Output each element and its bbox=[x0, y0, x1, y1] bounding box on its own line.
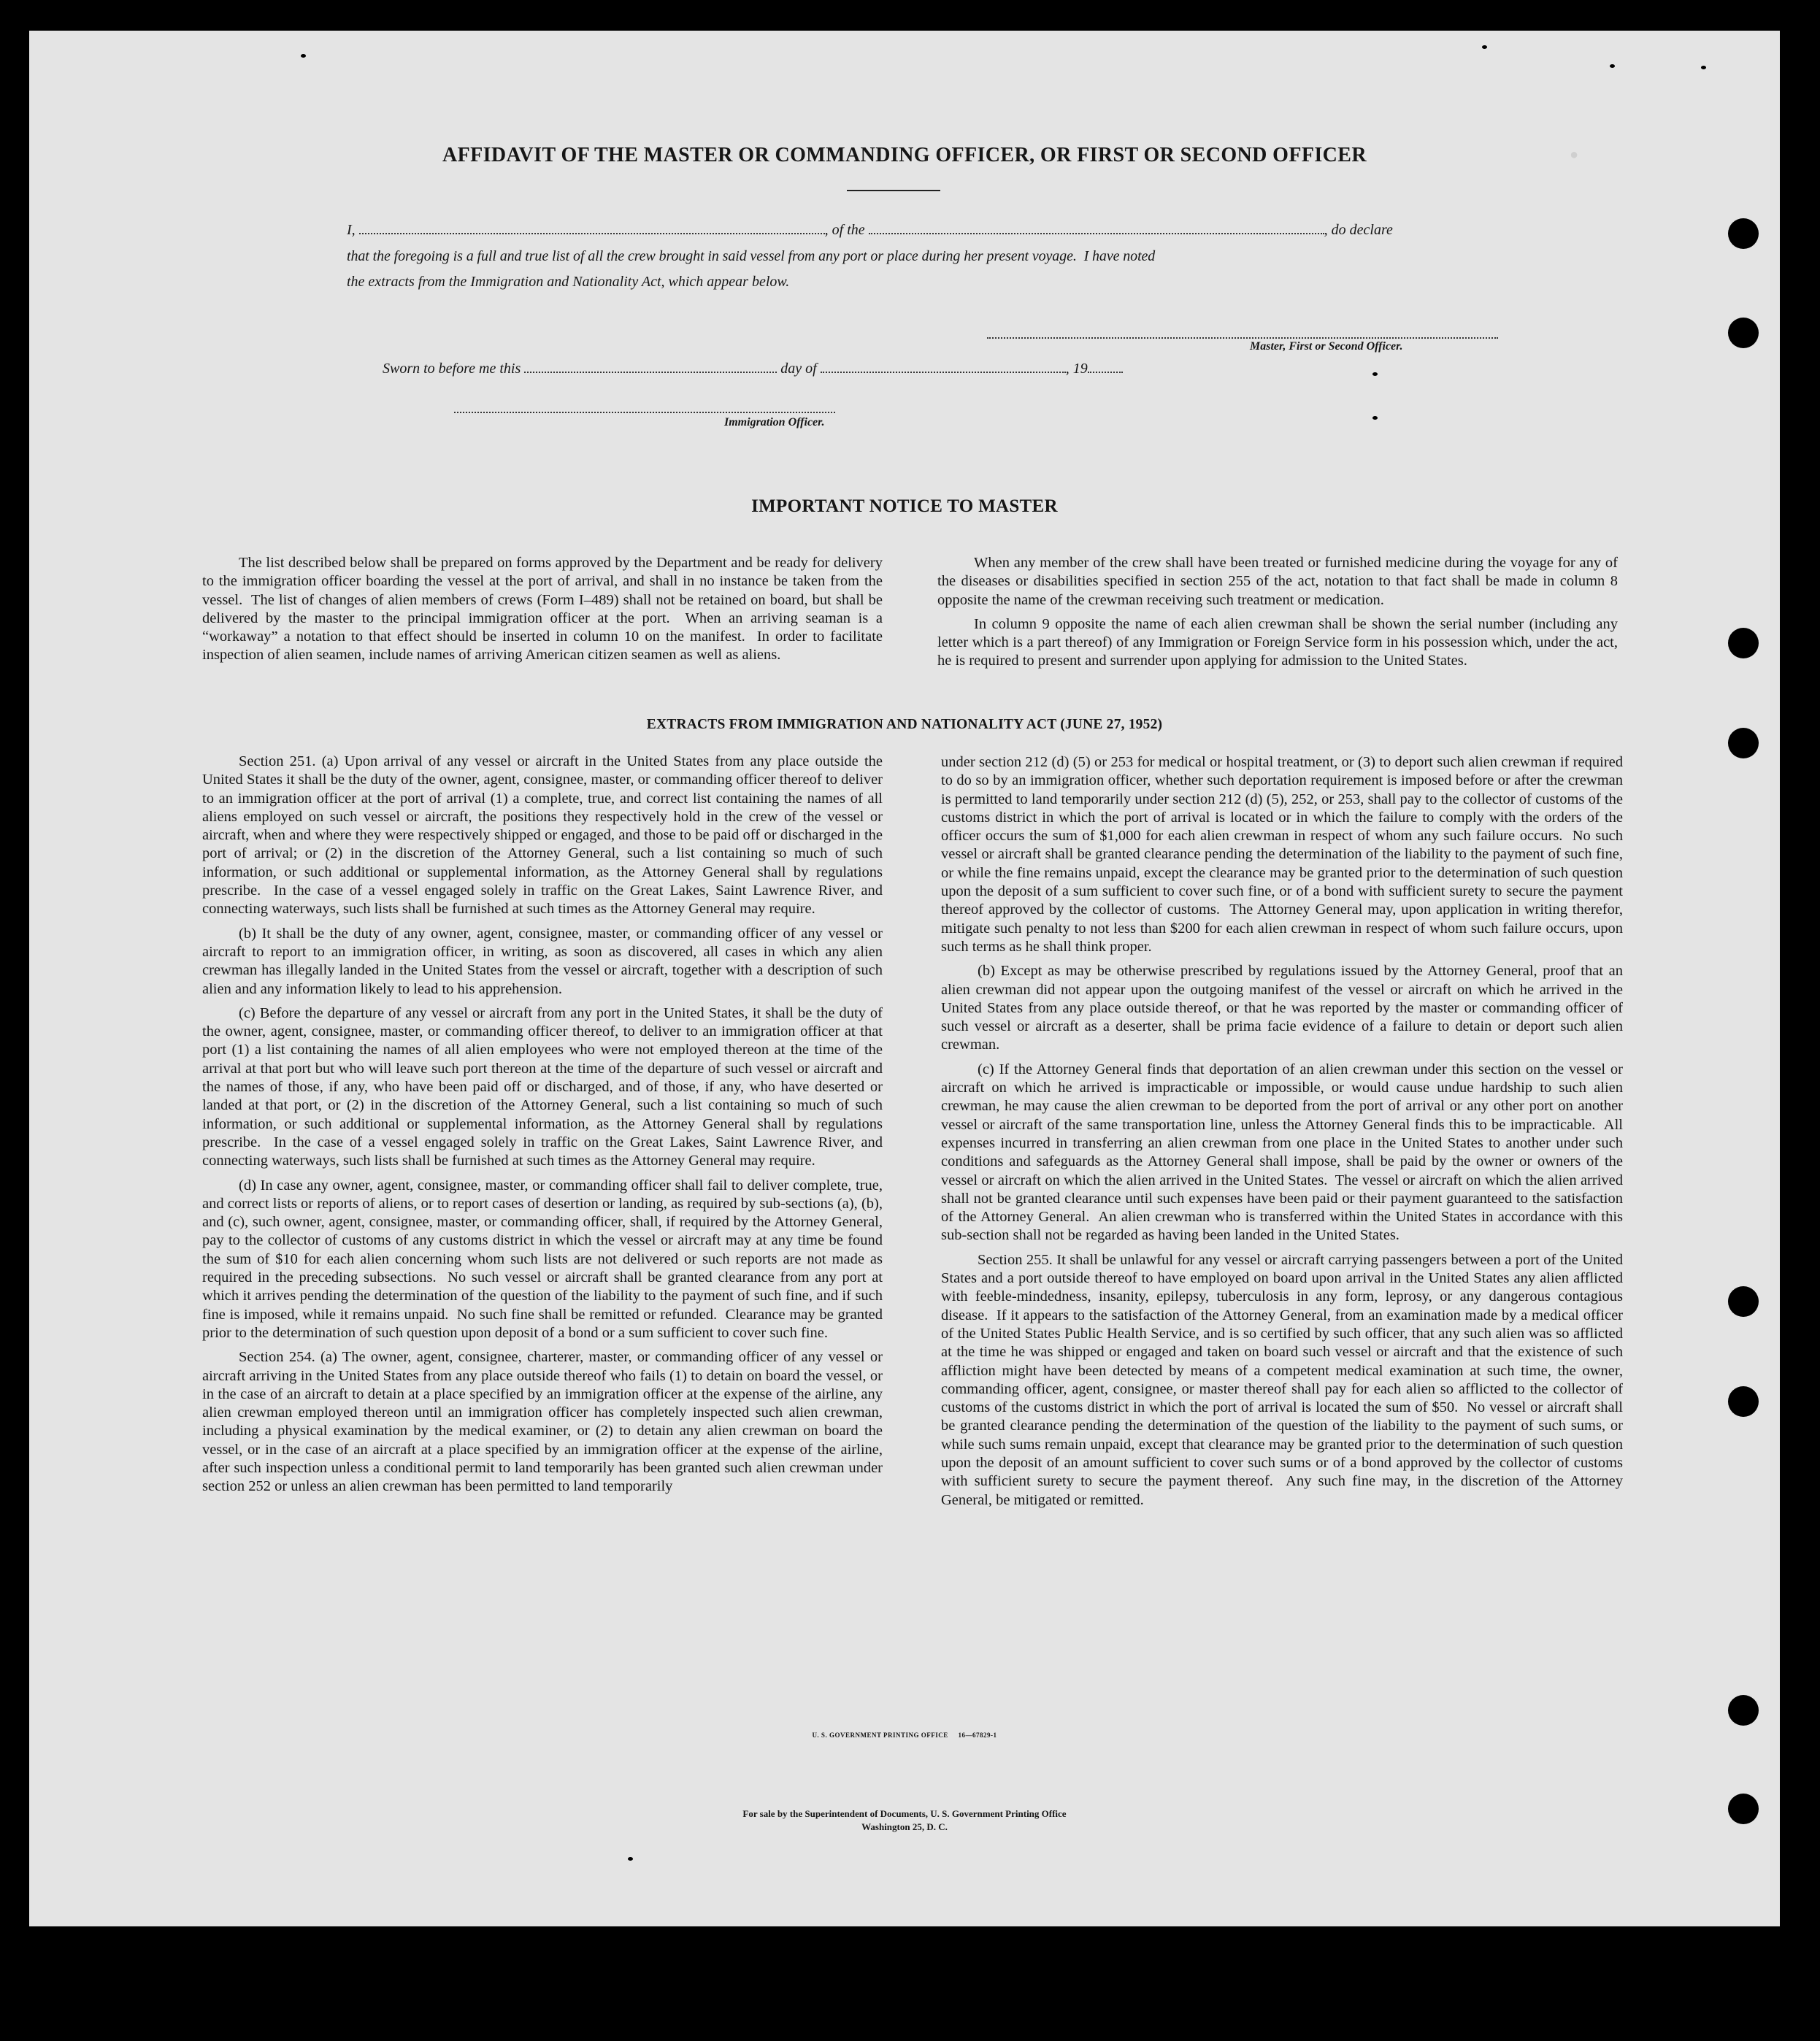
extracts-right-column bbox=[941, 753, 1627, 1515]
declaration-i: I, bbox=[347, 222, 356, 238]
section-254-a-continued: under section 212 (d) (5) or 253 for medical or hospital treatment, or (3) to deport such alien crewman if required to do so by an immigration officer, whether such deportation requirement is imposed before or after the crewman is permitted to land temporarily under section 212 (d) (5), 252, or 253, shall pay to the collector of customs of the customs district in which the port of arrival is located or in which the failure to comply with the orders of the officer occurs the sum of $1,000 for each alien crewman in respect of whom any such failure occurs. No such vessel or aircraft shall be granted clearance pending the determination of the liability to the payment of such fine, or while the fine remains unpaid, except the clearance may be granted prior to the determination of such question upon the deposit of a sum sufficient to cover such fine, or of a bond with sufficient surety to secure the payment thereof approved by the collector of customs. The Attorney General may, upon application in writing therefor, mitigate such penalty to not less than $200 for each alien crewman in respect of whom such failure occurs, upon such terms as he shall think proper. bbox=[941, 754, 1627, 955]
document-page bbox=[29, 31, 1780, 1926]
speck bbox=[628, 1857, 633, 1861]
notice-left-column bbox=[202, 554, 887, 671]
speck bbox=[1701, 66, 1706, 69]
master-signature-caption: Master, First or Second Officer. bbox=[1250, 340, 1403, 353]
section-251-d: (d) In case any owner, agent, consignee, master, or commanding officer shall fail to deliver complete, true, and correct lists or reports of aliens, or to report cases of desertion or landing, as required by sub-sections (a), (b), and (c), such owner, agent, consignee, master, or commanding officer, shall, if required by the Attorney General, pay to the collector of customs of any customs district in which the vessel or aircraft may at any time be found the sum of $10 for each alien concerning whom such lists are not delivered or such reports are not made as required in the preceding subsections. No such vessel or aircraft shall be granted clearance from any port at which it arrives pending the determination of the question of the liability to the payment of such fine, and if such fine is imposed, while it remains unpaid. No such fine shall be remitted or refunded. Clearance may be granted prior to the determination of such question upon deposit of a bond or a sum sufficient to cover such fine. bbox=[202, 1177, 887, 1341]
sworn-month-field[interactable] bbox=[821, 372, 1066, 373]
speck bbox=[1610, 64, 1615, 68]
title-underline bbox=[847, 190, 940, 191]
declaration-line-2: that the foregoing is a full and true list of all the crew brought in said vessel from any port or place during her present voyage. I have noted bbox=[347, 248, 1156, 264]
notice-title: IMPORTANT NOTICE TO MASTER bbox=[751, 496, 1058, 516]
section-254-b: (b) Except as may be otherwise prescribed by regulations issued by the Attorney General, proof that an alien crewman did not appear upon the outgoing manifest of the vessel or aircraft on which he arrived in the United States from any place outside thereof, or that he was reported by the master or commanding officer of such vessel or aircraft as a deserter, shall be prima facie evidence of a failure to detain or deport such alien crewman. bbox=[941, 963, 1627, 1053]
speck bbox=[1372, 416, 1378, 420]
speck bbox=[301, 54, 306, 58]
sworn-year-field[interactable] bbox=[1088, 372, 1123, 373]
sale-notice bbox=[29, 1807, 1780, 1834]
binder-hole bbox=[1728, 628, 1759, 658]
section-255: Section 255. It shall be unlawful for any vessel or aircraft carrying passengers between a port of the United States and a port outside thereof to have employed on board upon arrival in the United States any alien afflicted with feeble-mindedness, insanity, epilepsy, tuberculosis in any form, leprosy, or any dangerous contagious disease. If it appears to the satisfaction of the Attorney General, from an examination made by a medical officer of the United States Public Health Service, and is so certified by such officer, that any such alien was so afflicted at the time he was shipped or engaged and taken on board such vessel or aircraft and that the existence of such affliction might have been detected by means of a competent medical examination at such time, the owner, commanding officer, agent, consignee, or master thereof shall pay for each alien so afflicted to the collector of customs of the customs district in which the port of arrival is located the sum of $50. No vessel or aircraft shall be granted clearance pending the determination of the question of the liability to the payment of such sums, or while such sums remain unpaid, except that clearance may be granted prior to the determination of such question upon the deposit of an amount sufficient to cover such sums or of a bond approved by the collector of customs with sufficient surety to secure the payment thereof. Any such fine may, in the discretion of the Attorney General, be mitigated or remitted. bbox=[941, 1251, 1627, 1508]
binder-hole bbox=[1728, 1286, 1759, 1317]
section-254-a: Section 254. (a) The owner, agent, consignee, charterer, master, or commanding officer of any vessel or aircraft arriving in the United States from any place outside thereof who fails (1) to detain on board the vessel, or in the case of an aircraft to detain at a place specified by an immigration officer at the expense of the airline, any alien crewman employed thereon until an immigration officer has completely inspected such alien crewman, including a physical examination by the medical examiner, or (2) to detain any alien crewman on board the vessel, or in the case of an aircraft at a place specified by an immigration officer at the expense of the airline, after such inspection unless a conditional permit to land temporarily has been granted such alien crewman under section 252 or unless an alien crewman has been permitted to land temporarily bbox=[202, 1349, 887, 1495]
sale-line-2: Washington 25, D. C. bbox=[861, 1821, 948, 1832]
extracts-title: EXTRACTS FROM IMMIGRATION AND NATIONALITY ACT (JUNE 27, 1952) bbox=[646, 717, 1163, 732]
bleed-through-text: ● bbox=[1570, 147, 1579, 164]
notice-right-paragraph-2: In column 9 opposite the name of each alien crewman shall be shown the serial number (including any letter which is a part thereof) of any Immigration or Foreign Service form in his possession which, under the act, he is required to present and surrender upon applying for admission to the United States. bbox=[937, 615, 1622, 669]
master-signature-line[interactable] bbox=[987, 337, 1498, 339]
declaration-line-3: the extracts from the Immigration and Nationality Act, which appear below. bbox=[347, 274, 790, 290]
speck bbox=[1372, 372, 1378, 376]
sworn-line bbox=[383, 361, 1123, 377]
section-251-a: Section 251. (a) Upon arrival of any vessel or aircraft in the United States from any place outside the United States it shall be the duty of the owner, agent, consignee, master, or commanding officer thereof to deliver to an immigration officer at the port of arrival (1) a complete, true, and correct list containing the names of all aliens employed on such vessel or aircraft, the positions they respectively hold in the crew of the vessel or aircraft, when and where they were respectively shipped or engaged, and those to be paid off or discharged in the port of arrival; or (2) in the discretion of the Attorney General, such a list containing so much of such information, or such additional or supplemental information, as the Attorney General shall by regulations prescribe. In the case of a vessel engaged solely in traffic on the Great Lakes, Saint Lawrence River, and connecting waterways, such lists shall be furnished at such times as the Attorney General may require. bbox=[202, 753, 887, 918]
binder-hole bbox=[1728, 318, 1759, 348]
notice-right-paragraph-1: When any member of the crew shall have been treated or furnished medicine during the voyage for any of the diseases or disabilities specified in section 255 of the act, notation to that fact shall be made in column 8 opposite the name of the crewman receiving such treatment or medication. bbox=[937, 555, 1622, 608]
printing-office-line: U. S. GOVERNMENT PRINTING OFFICE 16—67829-1 bbox=[812, 1731, 997, 1739]
declaration-line-1 bbox=[347, 222, 1393, 239]
immigration-officer-signature-line[interactable] bbox=[454, 412, 835, 413]
master-name-field[interactable] bbox=[359, 233, 825, 234]
extracts-left-column bbox=[202, 753, 887, 1502]
year-label: , 19 bbox=[1065, 361, 1088, 377]
vessel-name-field[interactable] bbox=[869, 233, 1324, 234]
sale-line-1: For sale by the Superintendent of Documents, U. S. Government Printing Office bbox=[742, 1808, 1067, 1819]
binder-hole bbox=[1728, 1695, 1759, 1726]
binder-hole bbox=[1728, 218, 1759, 249]
declaration-of-the: , of the bbox=[824, 222, 865, 238]
notice-right-column bbox=[937, 554, 1622, 677]
day-of-label: day of bbox=[780, 361, 817, 377]
section-251-b: (b) It shall be the duty of any owner, agent, consignee, master, or commanding officer of any vessel or aircraft to report to an immigration officer, in writing, as soon as discovered, all cases in which any alien crewman has illegally landed in the United States from the vessel or aircraft, together with a description of such alien and any information likely to lead to his apprehension. bbox=[202, 925, 887, 997]
affidavit-title: AFFIDAVIT OF THE MASTER OR COMMANDING OFFICER, OR FIRST OR SECOND OFFICER bbox=[442, 144, 1367, 166]
section-254-c: (c) If the Attorney General finds that deportation of an alien crewman under this section on the vessel or aircraft on which he arrived is impracticable or impossible, or would cause undue hardship to such alien crewman, he may cause the alien crewman to be deported from the port of arrival or any other port on another vessel or aircraft of the same transportation line, unless the Attorney General finds this to be impracticable. All expenses incurred in transferring an alien crewman from one place in the United States to another under such conditions and safeguards as the Attorney General shall impose, shall be paid by the owner or owners of the vessel or aircraft on which the alien arrived in the United States. The vessel or aircraft on which the alien arrived shall not be granted clearance until such expenses have been paid or their payment guaranteed to the satisfaction of the Attorney General. An alien crewman who is transferred within the United States in accordance with this sub-section shall not be regarded as having been landed in the United States. bbox=[941, 1061, 1627, 1244]
declaration-declare: , do declare bbox=[1324, 222, 1393, 238]
section-251-c: (c) Before the departure of any vessel or aircraft from any port in the United States, it shall be the duty of the owner, agent, consignee, master, or commanding officer thereof, to deliver to an immigration officer at that port (1) a list containing the names of all alien employees who were not employed thereon at the time of the arrival at that port but who will leave such port thereon at the time of the departure of such vessel or aircraft and the names of those, if any, who have been paid off or discharged, and of those, if any, who have deserted or landed at that port, or (2) in the discretion of the Attorney General, such a list containing so much of such information, or such additional or supplemental information, as the Attorney General shall by regulations prescribe. In the case of a vessel engaged solely in traffic on the Great Lakes, Saint Lawrence River, and connecting waterways, such lists shall be furnished at such times as the Attorney General may require. bbox=[202, 1004, 887, 1169]
sworn-label: Sworn to before me this bbox=[383, 361, 521, 377]
binder-hole bbox=[1728, 1386, 1759, 1417]
notice-left-paragraph: The list described below shall be prepared on forms approved by the Department and be ready for delivery to the immigration officer boarding the vessel at the port of arrival, and shall in no instance be taken from the vessel. The list of changes of alien members of crews (Form I–489) shall not be retained on board, but shall be delivered by the master to the principal immigration officer at the port. When an arriving seaman is a “workaway” a notation to that effect should be inserted in column 10 on the manifest. In order to facilitate inspection of alien seamen, include names of arriving American citizen seamen as well as aliens. bbox=[202, 555, 887, 664]
immigration-officer-caption: Immigration Officer. bbox=[724, 416, 825, 428]
speck bbox=[1482, 45, 1487, 49]
sworn-day-field[interactable] bbox=[524, 372, 777, 373]
